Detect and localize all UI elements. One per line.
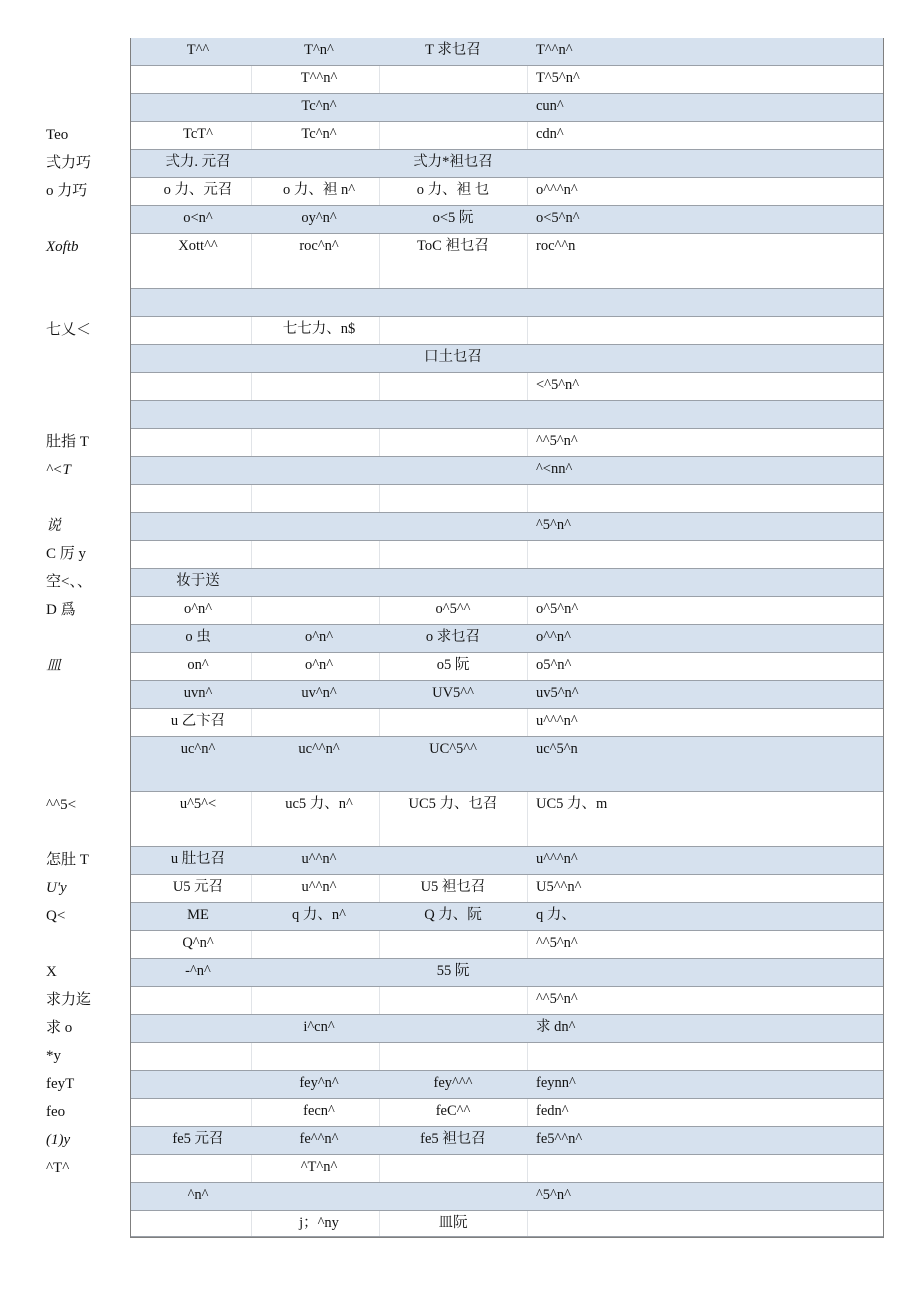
row-label: 弍力巧	[46, 155, 92, 171]
row-label: 肚指 T	[46, 434, 89, 450]
table-row	[131, 1127, 883, 1155]
table-row	[131, 485, 883, 513]
table-cell: ^T^n^	[300, 1159, 338, 1175]
table-cell: o<5 阮	[432, 210, 474, 226]
table-cell: uc^n^	[180, 741, 216, 757]
table-cell: oy^n^	[301, 210, 337, 226]
row-label: C 厉 y	[46, 546, 87, 562]
row-label: 七乂＜	[46, 322, 92, 338]
table-cell: o<5^n^	[536, 210, 580, 226]
table-cell: o 力、袒 乜	[416, 182, 490, 198]
table-cell: ^5^n^	[536, 1187, 571, 1203]
table-cell: fey^n^	[299, 1075, 339, 1091]
table-cell: cdn^	[536, 126, 564, 142]
table-cell: j；^ny	[299, 1215, 339, 1231]
table-cell: o 力、袒 n^	[282, 182, 356, 198]
table-cell: 弍力*袒乜召	[413, 154, 493, 170]
table-cell: cun^	[536, 98, 564, 114]
table-row	[131, 1071, 883, 1099]
row-label: 皿	[46, 658, 62, 674]
table-cell: o^n^	[304, 657, 334, 673]
table-cell: fedn^	[536, 1103, 569, 1119]
table-row	[131, 66, 883, 94]
row-label: o 力巧	[46, 183, 88, 199]
table-row	[131, 681, 883, 709]
table-cell: u 肚乜召	[170, 851, 226, 867]
table-row	[131, 38, 883, 66]
table-row	[131, 597, 883, 625]
table-cell: ^^5^n^	[536, 935, 578, 951]
table-row	[131, 122, 883, 150]
row-label-column	[0, 0, 130, 1303]
row-label: ^<T	[46, 462, 71, 478]
table-row	[131, 289, 883, 317]
table-cell: fe5 袒乜召	[420, 1131, 486, 1147]
table-row	[131, 429, 883, 457]
table-cell: fe^^n^	[299, 1131, 339, 1147]
table-cell: T 求乜召	[425, 42, 481, 58]
table-cell: ^^5^n^	[536, 991, 578, 1007]
row-label: X	[46, 964, 57, 980]
row-label: 求力迄	[46, 992, 92, 1008]
table-cell: T^5^n^	[536, 70, 580, 86]
table-cell: fey^^^	[433, 1075, 473, 1091]
table-row	[131, 401, 883, 429]
table-cell: o 求乜召	[425, 629, 481, 645]
table-row	[131, 1183, 883, 1211]
table-row	[131, 1043, 883, 1071]
table-cell: ^^5^n^	[536, 433, 578, 449]
row-label: feo	[46, 1104, 66, 1120]
table-cell: fecn^	[303, 1103, 335, 1119]
table-cell: UC^5^^	[429, 741, 477, 757]
table-cell: UV5^^	[432, 685, 474, 701]
table-cell: 七七力、n$	[282, 321, 356, 337]
table-row	[131, 345, 883, 373]
table-cell: Tc^n^	[301, 98, 337, 114]
table-cell: Xott^^	[178, 238, 218, 254]
table-cell: feC^^	[435, 1103, 471, 1119]
table-row	[131, 94, 883, 122]
table-cell: fe5^^n^	[536, 1131, 583, 1147]
table-cell: <^5^n^	[536, 377, 580, 393]
table-cell: UC5 力、乜召	[408, 796, 498, 812]
row-label: D 爲	[46, 602, 76, 618]
table-row	[131, 541, 883, 569]
table-row	[131, 737, 883, 792]
table-cell: o^5^^	[435, 601, 471, 617]
table-cell: T^^n^	[536, 42, 573, 58]
row-label: 空<、、	[46, 574, 92, 590]
table-cell: ToC 袒乜召	[417, 238, 489, 254]
table-cell: uc5 力、n^	[285, 796, 353, 812]
table-cell: q 力、	[536, 907, 576, 923]
table-cell: u^^^n^	[536, 713, 578, 729]
table-row	[131, 569, 883, 597]
table-row	[131, 457, 883, 485]
table-cell: T^^	[186, 42, 210, 58]
table-cell: Q^n^	[182, 935, 214, 951]
table-cell: u^^n^	[301, 851, 337, 867]
table-cell: -^n^	[185, 963, 211, 979]
table-row	[131, 931, 883, 959]
table-row	[131, 625, 883, 653]
table-cell: on^	[187, 657, 209, 673]
table-cell: 口土乜召	[424, 349, 482, 365]
table-cell: o^5^n^	[536, 601, 579, 617]
table-cell: o 虫	[185, 629, 211, 645]
row-label: (1)y	[46, 1132, 71, 1148]
row-label: 怎肚 T	[46, 852, 89, 868]
table-cell: u^^n^	[301, 879, 337, 895]
table-row	[131, 1155, 883, 1183]
table-row	[131, 653, 883, 681]
table-cell: ^5^n^	[536, 517, 571, 533]
table-cell: uvn^	[183, 685, 213, 701]
table-cell: o^n^	[304, 629, 334, 645]
table-cell: u^^^n^	[536, 851, 578, 867]
table-cell: roc^^n	[536, 238, 576, 254]
table-cell: Q 力、阮	[424, 907, 482, 923]
table-row	[131, 709, 883, 737]
table-cell: U5 袒乜召	[420, 879, 486, 895]
table-cell: o^^n^	[536, 629, 571, 645]
table-cell: uc^5^n	[536, 741, 578, 757]
table-row	[131, 373, 883, 401]
table-cell: fe5 元召	[172, 1131, 224, 1147]
table-cell: o5 阮	[436, 657, 470, 673]
table-cell: feynn^	[536, 1075, 576, 1091]
table-cell: U5 元召	[172, 879, 224, 895]
table-cell: u^5^<	[179, 796, 217, 812]
table-row	[131, 1099, 883, 1127]
table-cell: ME	[187, 907, 209, 923]
table-cell: TcT^	[183, 126, 213, 142]
table-cell: o 力、元召	[163, 182, 233, 198]
table-cell: T^^n^	[300, 70, 338, 86]
table-cell: 妆于送	[176, 573, 220, 589]
table-cell: roc^n^	[299, 238, 339, 254]
table-cell: 皿阮	[438, 1215, 468, 1231]
table-cell: u 乙卞召	[170, 713, 226, 729]
table-row	[131, 903, 883, 931]
table-cell: o^n^	[183, 601, 213, 617]
table-cell: 弍力. 元召	[165, 154, 231, 170]
table-cell: 55 阮	[436, 963, 470, 979]
row-label: feyT	[46, 1076, 75, 1092]
table-cell: T^n^	[304, 42, 334, 58]
table-cell: uv^n^	[301, 685, 337, 701]
table-cell: 求 dn^	[536, 1019, 576, 1035]
table-cell: ^n^	[187, 1187, 209, 1203]
table-row	[131, 1211, 883, 1237]
table-row	[131, 513, 883, 541]
data-table	[130, 38, 884, 1238]
table-cell: UC5 力、m	[536, 796, 608, 812]
row-label: *y	[46, 1048, 61, 1064]
row-label: Teo	[46, 127, 69, 143]
table-row	[131, 987, 883, 1015]
table-cell: ^<nn^	[536, 461, 573, 477]
row-label: ^T^	[46, 1160, 70, 1176]
row-label: Xoftb	[46, 239, 79, 255]
table-cell: q 力、n^	[292, 907, 346, 923]
table-cell: o^^^n^	[536, 182, 578, 198]
table-row	[131, 792, 883, 847]
table-row	[131, 875, 883, 903]
table-cell: Tc^n^	[301, 126, 337, 142]
table-cell: i^cn^	[303, 1019, 335, 1035]
row-label: ^^5<	[46, 797, 77, 813]
table-cell: uc^^n^	[298, 741, 340, 757]
table-row	[131, 959, 883, 987]
row-label: Q<	[46, 908, 66, 924]
table-row	[131, 150, 883, 178]
row-label: U'y	[46, 880, 67, 896]
row-label: 说	[46, 518, 62, 534]
table-cell: o<n^	[183, 210, 213, 226]
row-label: 求 o	[46, 1020, 73, 1036]
table-row	[131, 317, 883, 345]
table-cell: uv5^n^	[536, 685, 579, 701]
table-row	[131, 847, 883, 875]
table-cell: o5^n^	[536, 657, 572, 673]
table-row	[131, 1015, 883, 1043]
table-cell: U5^^n^	[536, 879, 582, 895]
table-row	[131, 234, 883, 289]
table-row	[131, 206, 883, 234]
table-row	[131, 178, 883, 206]
